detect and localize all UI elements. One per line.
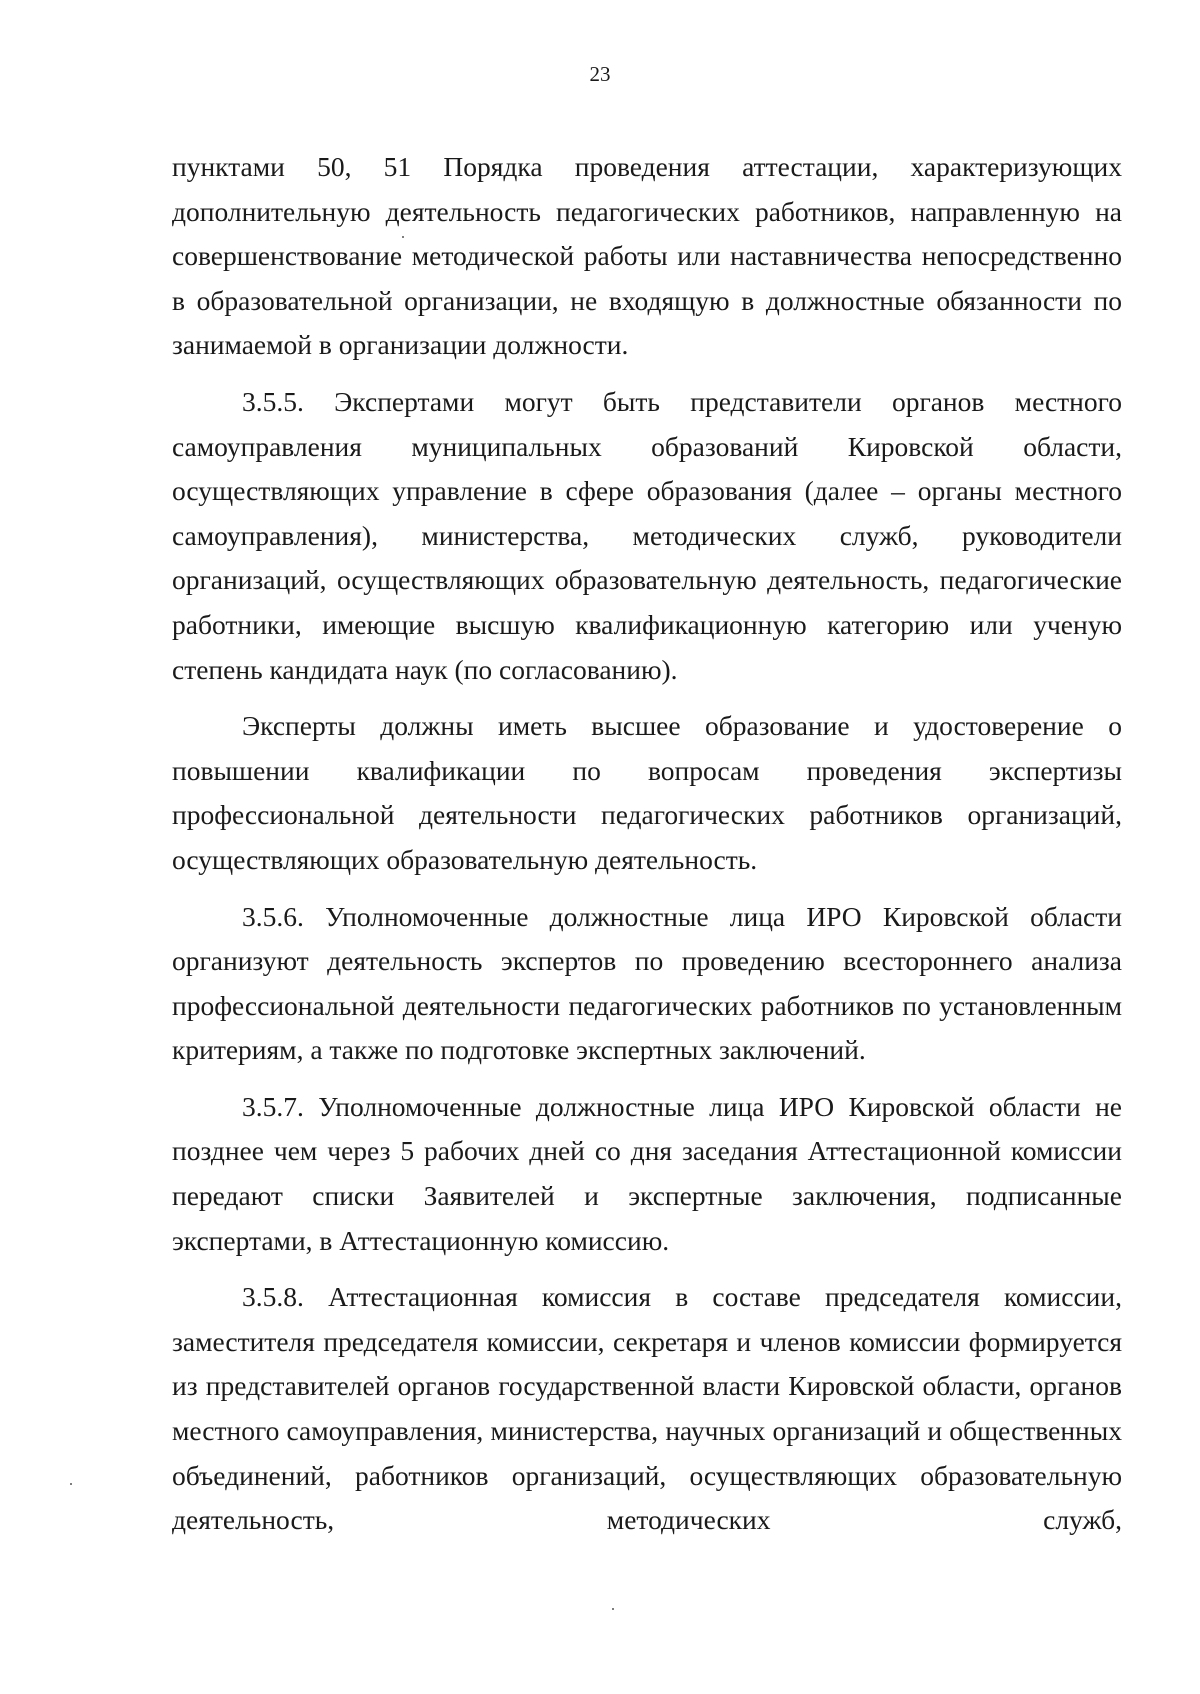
paragraph-3-5-6: 3.5.6. Уполномоченные должностные лица ИРО Кировской области организуют деятельность экспертов по проведению всестороннего анализа профессиональной деятельности педагогических работников по установленным критериям, а также по подготовке экспертных заключений. <box>172 900 1122 1066</box>
scan-speck <box>70 1483 72 1485</box>
paragraph-3-5-7: 3.5.7. Уполномоченные должностные лица ИРО Кировской области не позднее чем через 5 рабочих дней со дня заседания Аттестационной комиссии передают списки Заявителей и экспертные заключения, подписанные экспертами, в Аттестационную комиссию. <box>172 1090 1122 1256</box>
document-body <box>172 145 1122 1555</box>
page-number: 23 <box>589 62 611 86</box>
scan-speck <box>612 1608 614 1610</box>
paragraph-experts-requirements: Эксперты должны иметь высшее образование и удостоверение о повышении квалификации по вопросам проведения экспертизы профессиональной деятельности педагогических работников организаций, осуществляющих образовательную деятельность. <box>172 710 1122 875</box>
paragraph-3-5-5: 3.5.5. Экспертами могут быть представители органов местного самоуправления муниципальных образований Кировской области, осуществляющих управление в сфере образования (далее – органы местного самоуправления), министерства, методических служб, руководители организаций, осуществляющих образовательную деятельность, педагогические работники, имеющие высшую квалификационную категорию или ученую степень кандидата наук (по согласованию). <box>172 385 1122 685</box>
scan-speck <box>402 236 404 238</box>
paragraph-continuation: пунктами 50, 51 Порядка проведения аттестации, характеризующих дополнительную деятельность педагогических работников, направленную на совершенствование методической работы или наставничества непосредственно в образовательной организации, не входящую в должностные обязанности по занимаемой в организации должности. <box>172 151 1122 361</box>
paragraph-3-5-8: 3.5.8. Аттестационная комиссия в составе председателя комиссии, заместителя председателя комиссии, секретаря и членов комиссии формируется из представителей органов государственной власти Кировской области, органов местного самоуправления, министерства, научных организаций и общественных объединений, работников организаций, осуществляющих образовательную деятельность, методических служб, <box>172 1281 1122 1536</box>
